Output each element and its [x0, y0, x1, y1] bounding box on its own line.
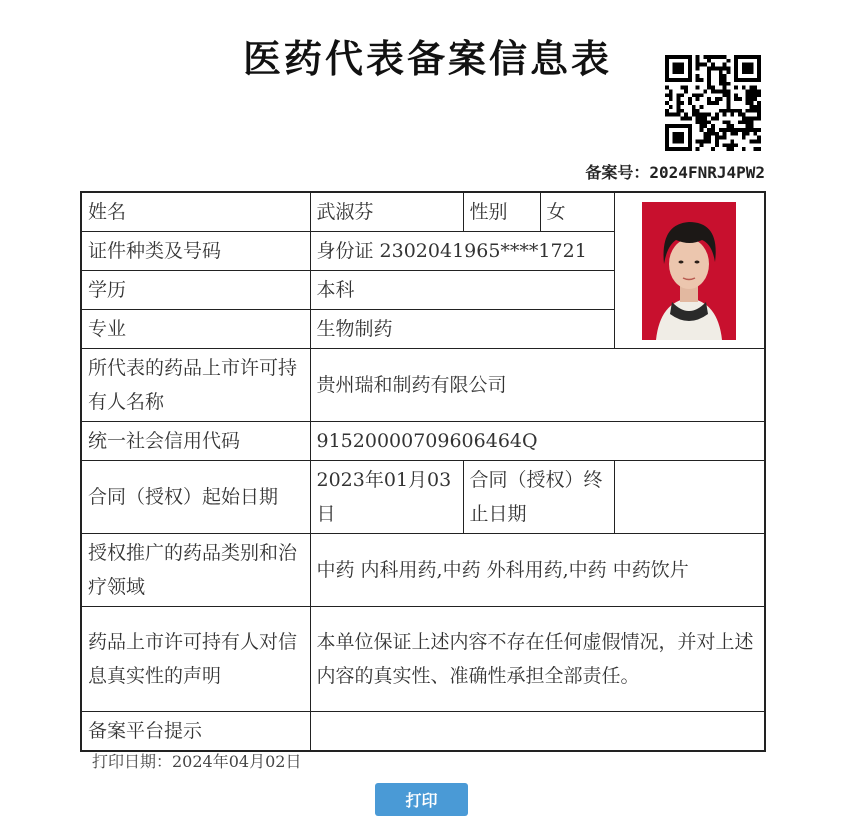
contract-start-value: 2023年01月03日 — [310, 461, 463, 534]
statement-label: 药品上市许可持有人对信息真实性的声明 — [81, 607, 310, 712]
platform-tip-label: 备案平台提示 — [81, 712, 310, 752]
contract-end-value — [614, 461, 765, 534]
category-value: 中药 内科用药,中药 外科用药,中药 中药饮片 — [310, 534, 765, 607]
holder-value: 贵州瑞和制药有限公司 — [310, 349, 765, 422]
statement-value: 本单位保证上述内容不存在任何虚假情况，并对上述内容的真实性、准确性承担全部责任。 — [310, 607, 765, 712]
portrait-photo — [642, 202, 736, 340]
record-number-label: 备案号： — [585, 163, 650, 182]
contract-end-label: 合同（授权）终止日期 — [463, 461, 614, 534]
gender-label: 性别 — [463, 192, 540, 232]
contract-start-label: 合同（授权）起始日期 — [81, 461, 310, 534]
qr-code — [665, 55, 761, 151]
gender-value: 女 — [540, 192, 614, 232]
credit-code-label: 统一社会信用代码 — [81, 422, 310, 461]
holder-label: 所代表的药品上市许可持有人名称 — [81, 349, 310, 422]
record-number — [585, 160, 765, 183]
credit-code-value: 91520000709606464Q — [310, 422, 765, 461]
record-number-value: 2024FNRJ4PW2 — [649, 163, 765, 182]
platform-tip-value — [310, 712, 765, 752]
major-value: 生物制药 — [310, 310, 614, 349]
major-label: 专业 — [81, 310, 310, 349]
category-label: 授权推广的药品类别和治疗领域 — [81, 534, 310, 607]
education-label: 学历 — [81, 271, 310, 310]
print-button[interactable]: 打印 — [375, 783, 468, 816]
id-label: 证件种类及号码 — [81, 232, 310, 271]
page-title: 医药代表备案信息表 — [242, 36, 612, 81]
id-value: 身份证 2302041965****1721 — [310, 232, 614, 271]
name-value: 武淑芬 — [310, 192, 463, 232]
info-table — [80, 191, 766, 752]
education-value: 本科 — [310, 271, 614, 310]
name-label: 姓名 — [81, 192, 310, 232]
print-date: 打印日期：2024年04月02日 — [92, 752, 302, 771]
photo-cell — [614, 192, 765, 349]
